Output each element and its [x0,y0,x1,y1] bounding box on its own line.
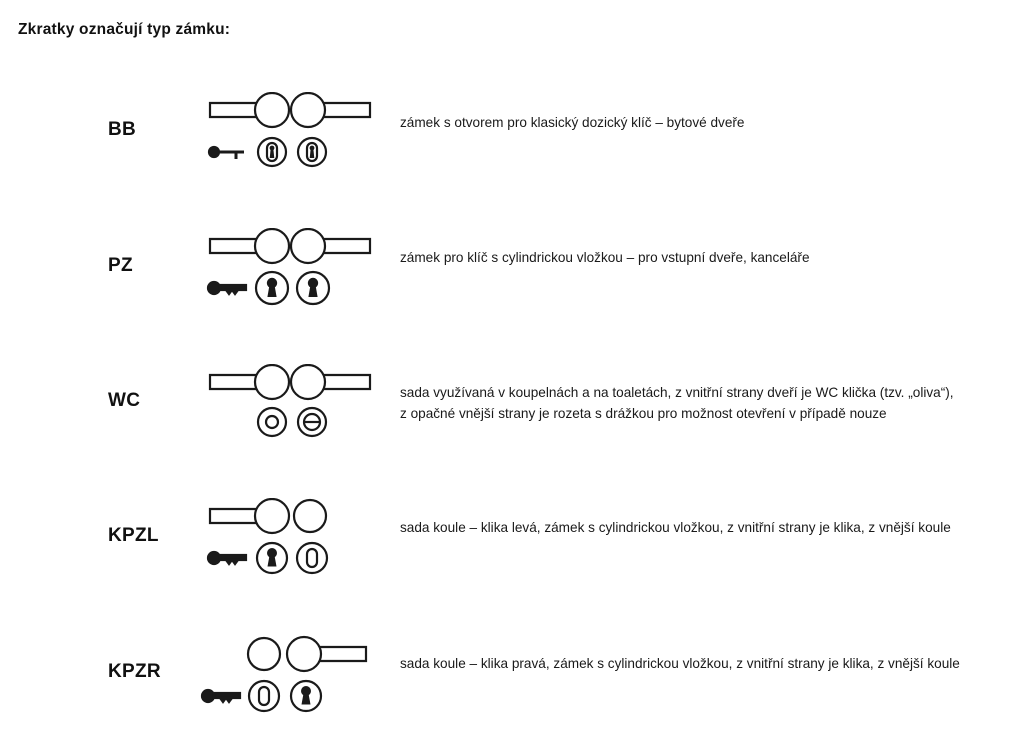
lock-code-wc: WC [108,390,141,411]
lock-illustration-wc [196,364,396,484]
lock-desc-wc-line2: z opačné vnější strany je rozeta s drážkou pro možnost otevření v případě nouze [400,406,887,421]
lock-desc-kpzr [400,653,1000,674]
lock-desc-wc [400,382,1000,424]
lock-desc-bb-line1: zámek s otvorem pro klasický dozický klíč – bytové dveře [400,115,745,130]
lock-illustration-kpzr [196,634,396,754]
lock-desc-pz-line1: zámek pro klíč s cylindrickou vložkou – pro vstupní dveře, kanceláře [400,250,810,265]
lock-illustration-bb [196,92,396,212]
lock-illustration-kpzl [196,498,396,618]
lock-desc-kpzl [400,517,1000,538]
lock-illustration-pz [196,228,396,348]
lock-code-bb: BB [108,119,137,140]
lock-code-kpzl: KPZL [108,525,159,546]
lock-desc-bb [400,112,1000,133]
lock-code-pz: PZ [108,255,133,276]
lock-desc-kpzr-line1: sada koule – klika pravá, zámek s cylindrickou vložkou, z vnitřní strany je klika, z vnější koule [400,656,960,671]
lock-code-kpzr: KPZR [108,661,161,682]
lock-desc-wc-line1: sada využívaná v koupelnách a na toaletách, z vnitřní strany dveří je WC klička (tzv. „oliva“), [400,385,954,400]
page-title: Zkratky označují typ zámku: [18,21,231,38]
lock-desc-kpzl-line1: sada koule – klika levá, zámek s cylindrickou vložkou, z vnitřní strany je klika, z vnější koule [400,520,951,535]
lock-desc-pz [400,247,1000,268]
